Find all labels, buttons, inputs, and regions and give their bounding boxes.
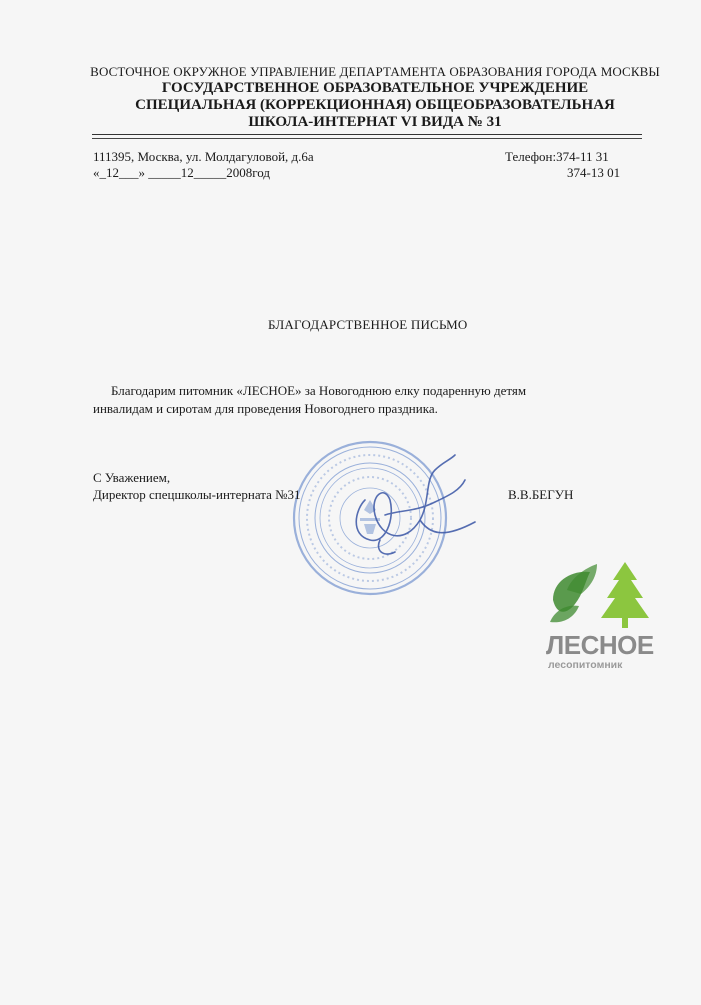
- logo-name: ЛЕСНОЕ: [546, 630, 654, 660]
- address-street: 111395, Москва, ул. Молдагуловой, д.6а: [93, 149, 314, 164]
- logo-subtitle: лесопитомник: [548, 659, 623, 671]
- institution-line-3: ШКОЛА-ИНТЕРНАТ VI ВИДА № 31: [248, 114, 502, 130]
- phone-primary: Телефон:374-11 31: [505, 149, 609, 164]
- department-line: ВОСТОЧНОЕ ОКРУЖНОЕ УПРАВЛЕНИЕ ДЕПАРТАМЕНТА ОБРАЗОВАНИЯ ГОРОДА МОСКВЫ: [90, 64, 660, 79]
- letter-date: «_12___» _____12_____2008год: [93, 165, 270, 180]
- closing-phrase: С Уважением,: [93, 470, 171, 485]
- institution-line-1: ГОСУДАРСТВЕННОЕ ОБРАЗОВАТЕЛЬНОЕ УЧРЕЖДЕНИЕ: [161, 80, 589, 96]
- signer-position: Директор спецшколы-интерната №31: [93, 487, 301, 502]
- institution-line-2: СПЕЦИАЛЬНАЯ (КОРРЕКЦИОННАЯ) ОБЩЕОБРАЗОВАТЕЛЬНАЯ: [135, 97, 615, 113]
- signer-name: В.В.БЕГУН: [508, 487, 574, 502]
- lesnoe-logo-trees-icon: [545, 560, 660, 640]
- letter-body-line-1: Благодарим питомник «ЛЕСНОЕ» за Новогоднюю елку подаренную детям: [111, 383, 527, 398]
- header-divider-secondary: [92, 138, 642, 139]
- phone-secondary: 374-13 01: [567, 165, 621, 180]
- handwritten-signature: [325, 440, 485, 580]
- letter-title: БЛАГОДАРСТВЕННОЕ ПИСЬМО: [268, 317, 468, 332]
- header-divider: [92, 134, 642, 135]
- letter-body-line-2: инвалидам и сиротам для проведения Новогоднего праздника.: [93, 401, 438, 416]
